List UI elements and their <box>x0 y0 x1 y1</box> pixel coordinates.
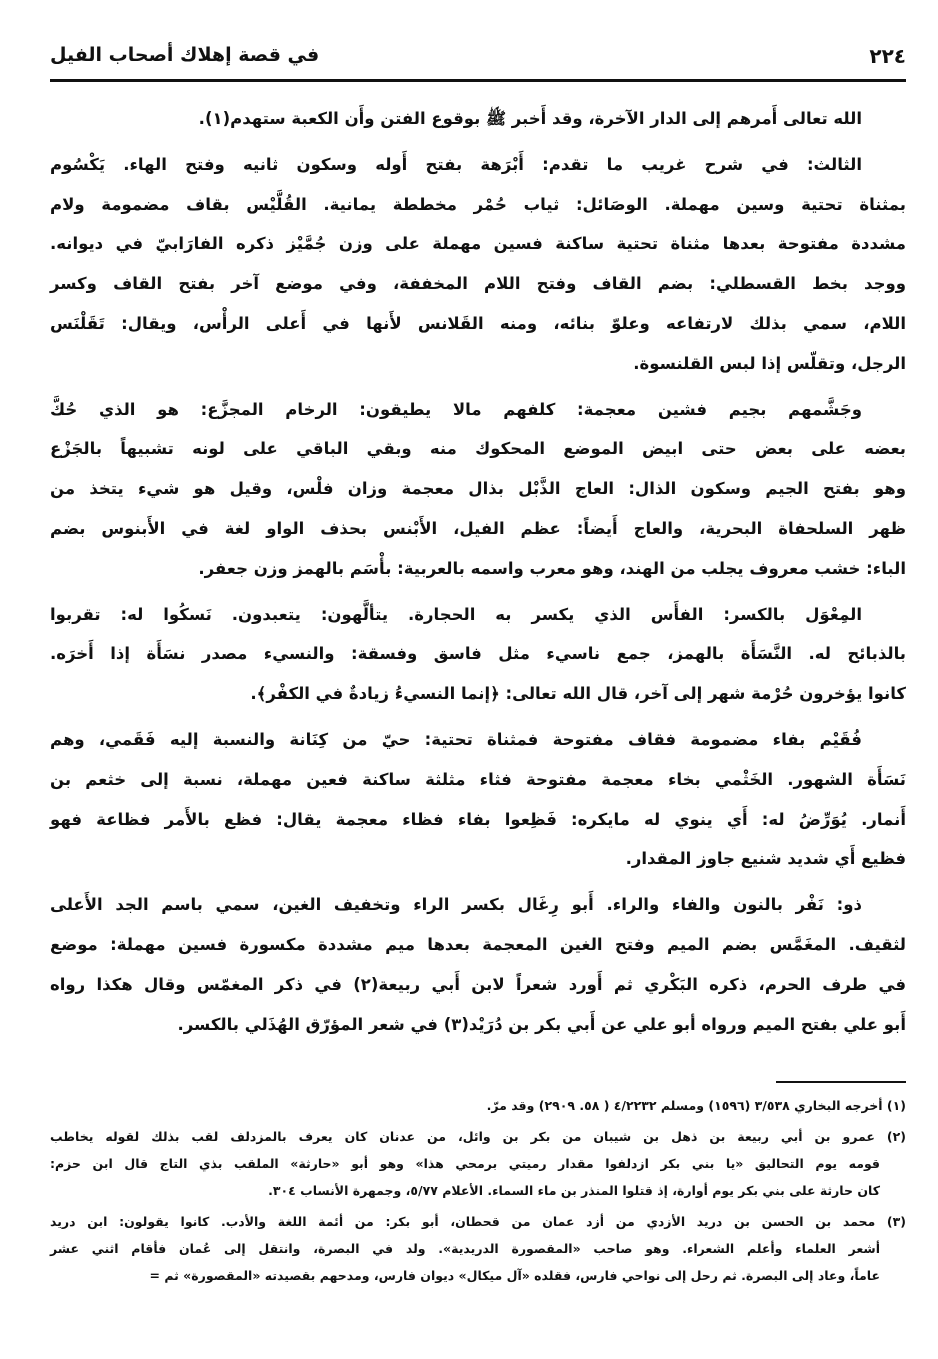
footnote-line: أشعر العلماء وأعلم الشعراء. وهو صاحب «المقصورة الدريدية». ولد في البصرة، وانتقل إلى عُمان فأقام اثني عشر <box>50 1241 880 1256</box>
running-title: في قصة إهلاك أصحاب الفيل <box>50 44 320 66</box>
text-line: ذو: نَفْر بالنون والفاء والراء. أَبو رِغَال بكسر الراء وتخفيف الغين، سمي باسم الجد الأَعلى <box>50 895 862 915</box>
text-line: فُقَيْم بفاء مضمومة فقاف مفتوحة فمثناة تحتية: حيّ من كِنَانة والنسبة إليه فَقَمي، وهم <box>50 729 862 749</box>
text-line: كانوا يؤخرون حُرْمة شهر إلى آخر، قال الله تعالى: ﴿إنما النسيءُ زيادةٌ في الكفْر﴾. <box>250 684 906 704</box>
text-line: بمثناة تحتية وسين مهملة. الوصَائل: ثياب حُمْر مخططة يمانية. القُلَّيْس بقاف مضمومة ولام <box>50 194 906 214</box>
paragraph <box>50 390 906 589</box>
text-line: نَسَأَة الشهور. الخَثْمي بخاء معجمة مفتوحة فثاء مثلثة ساكنة فعين مهملة، نسبة إلى خثعم بن <box>50 769 906 789</box>
header-rule <box>50 79 906 82</box>
footnotes <box>50 1092 906 1293</box>
page-header <box>50 40 906 76</box>
page-number: ٢٢٤ <box>869 44 906 68</box>
text-line: اللام، سمي بذلك لارتفاعه وعلوّ بنائه، ومنه القَلانس لأَنها في أَعلى الرأْس، ويقال: تَقَلْنَس <box>50 313 906 333</box>
paragraph <box>50 595 906 714</box>
text-line: المِعْوَل بالكسر: الفأَس الذي يكسر به الحجارة. يتألَّهون: يتعبدون. نَسكُوا له: تقربوا <box>50 604 862 624</box>
text-line: مشددة مفتوحة بعدها مثناة تحتية ساكنة فسين مهملة على وزن جُمَّيْز ذكره الفارَابيّ في ديوانه. <box>50 234 906 254</box>
paragraph <box>50 885 906 1044</box>
text-line: في طرف الحرم، ذكره البَكْري ثم أَورد شعراً لابن أَبي ربيعة(٢) في ذكر المغمّس وقال هكذا رواه <box>50 974 907 994</box>
footnote-line: عاماً، وعاد إلى البصرة. ثم رحل إلى نواحي فارس، فقلده «آل ميكال» ديوان فارس، ومدحهم بقصيدته «المقصورة» ثم = <box>149 1268 880 1283</box>
text-line: الباء: خشب معروف يجلب من الهند، وهو معرب واسمه بالعربية: بأْسَم بالهمز وزن جعفر. <box>198 558 906 578</box>
footnote <box>50 1208 906 1289</box>
text-line: الثالث: في شرح غريب ما تقدم: أَبْرَهة بفتح أَوله وسكون ثانيه وفتح الهاء. يَكْسُوم <box>50 154 862 174</box>
text-line: فظيع أَي شديد شنيع جاوز المقدار. <box>625 849 906 869</box>
text-line: لثقيف. المغَمَّس بضم الميم وفتح الغين المعجمة بعدها ميم مشددة مكسورة فسين مهملة: موضع <box>50 934 906 954</box>
footnote-line: (١) أخرجه البخاري ٣/٥٣٨ (١٥٩٦) ومسلم ٤/٢٢٣٢ ( ٥٨. ٢٩٠٩) وقد مرّ. <box>486 1098 906 1113</box>
text-line: وجَشَّمهم بجيم فشين معجمة: كلفهم مالا يطيقون: الرخام المجزَّع: هو الذي حُكَّ <box>50 399 862 419</box>
text-line: أَنمار. يُوَرِّضُ له: أَي ينوي له مايكره: فَظِعوا بفاء فظاء معجمة يقال: فظع بالأَمر فظاعة فهو <box>50 809 906 829</box>
footnote-line: (٣) محمد بن الحسن بن دريد الأزدي من أزد عمان من قحطان، أبو بكر: من أئمة اللغة والأدب. كانوا يقولون: ابن دريد <box>50 1214 906 1229</box>
footnote <box>50 1092 906 1119</box>
footnote-line: كان حارثة على بني بكر يوم أوارة، إذ قتلوا المنذر بن ماء السماء. الأعلام ٥/٧٧، وجمهرة الأنساب ٣٠٤. <box>268 1183 880 1198</box>
text-line: ووجد بخط القسطلي: بضم القاف وفتح اللام المخففة، وفي موضع آخر بفتح القاف وكسر <box>50 274 906 294</box>
text-line: الرجل، وتقلّس إذا لبس القلنسوة. <box>633 353 906 373</box>
paragraph <box>50 99 906 139</box>
paragraph <box>50 145 906 384</box>
footnote <box>50 1123 906 1204</box>
text-line: بالذبائح له. النَّسَأَة بالهمز، جمع ناسيء مثل فاسق وفسقة: والنسيء مصدر نسَأَة إذا أَخرَه. <box>50 644 906 664</box>
text-line: الله تعالى أَمرهم إلى الدار الآخرة، وقد أَخبر ﷺ بوقوع الفتن وأَن الكعبة ستهدم(١). <box>198 109 862 128</box>
text-line: ظهر السلحفاة البحرية، والعاج أَيضاً: عظم الفيل، الأَبْنس بحذف الواو لغة في الأَبنوس بضم <box>50 518 906 538</box>
text-line: وهو بفتح الجيم وسكون الذال: العاج الذَّبْل بذال معجمة وزان فلْس، وقيل هو شيء يتخذ من <box>50 479 906 499</box>
text-line: أَبو علي بفتح الميم ورواه أبو علي عن أَبي بكر بن دُرَيْد(٣) في شعر المؤرّق الهُذَلي بالكسر. <box>177 1014 906 1034</box>
text-line: بعضه على بعض حتى ابيض الموضع المحكوك منه وبقي الباقي على لونه تشبيهاً بالجَزْع <box>50 439 906 459</box>
main-text <box>50 99 906 1050</box>
footnote-line: قومه يوم التحاليق «يا بني بكر ازدلفوا مقدار رميتي برمحي هذا» وهو أبو «حارثة» الملقب بذي التاج قال ابن حزم: <box>50 1156 880 1171</box>
footnote-line: (٢) عمرو بن أبي ربيعة بن ذهل بن شيبان من بكر بن وائل، من عدنان كان يعرف بالمزدلف لقب بذلك لقوله يخاطب <box>50 1129 906 1144</box>
footnote-separator <box>776 1081 906 1083</box>
paragraph <box>50 720 906 879</box>
